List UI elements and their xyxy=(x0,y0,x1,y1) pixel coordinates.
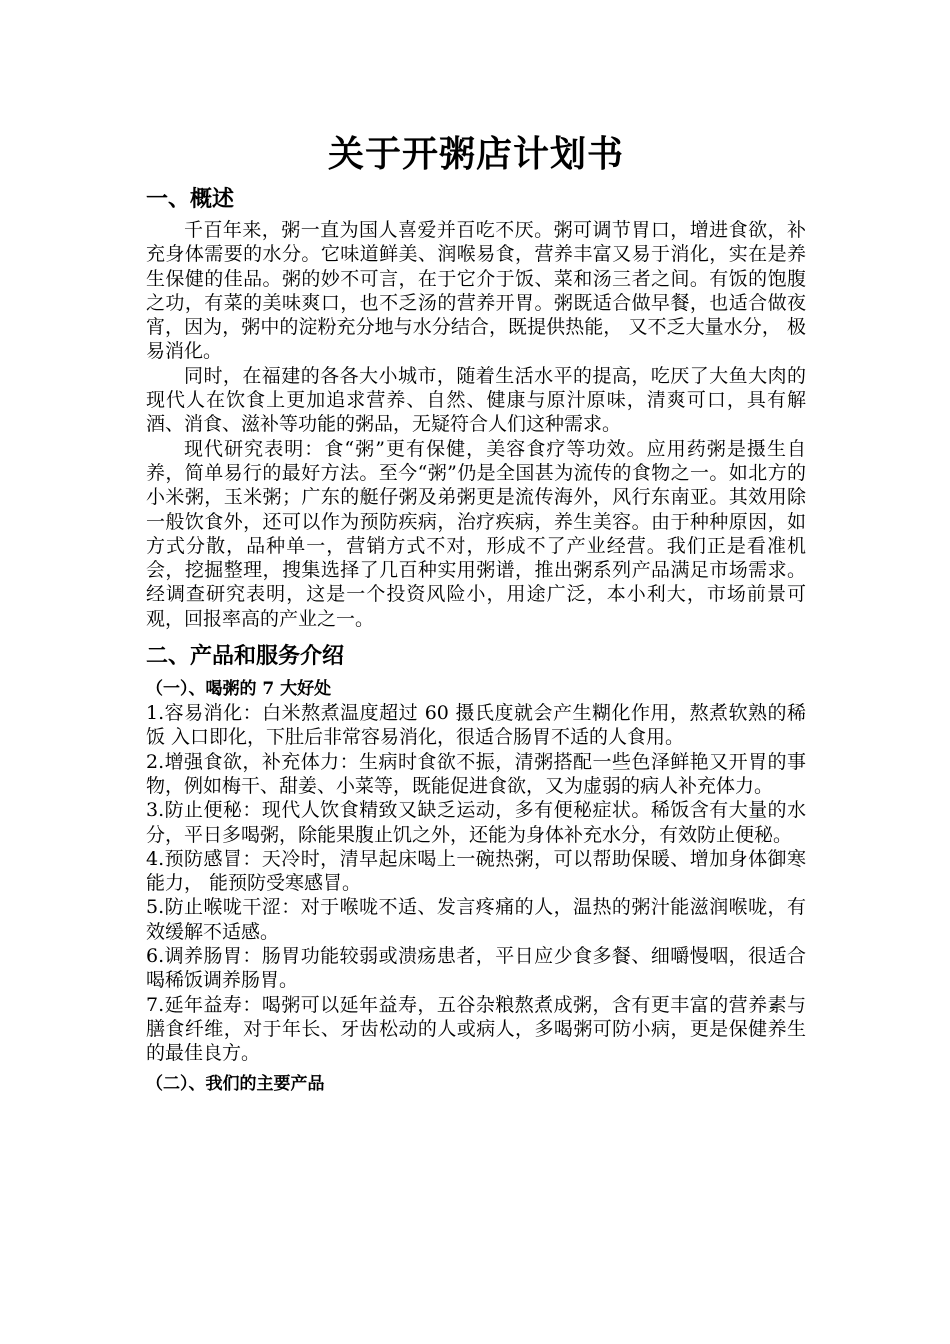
overview-paragraph-2: 同时，在福建的各各大小城市，随着生活水平的提高，吃厌了大鱼大肉的现代人在饮食上更加追求营养、自然、健康与原汁原味，清爽可口，具有解酒、消食、滋补等功能的粥品，无疑符合人们这种需求。 xyxy=(146,364,806,436)
section-heading-products: 二、产品和服务介绍 xyxy=(146,643,345,670)
benefit-item-1: 1.容易消化：白米熬煮温度超过 60 摄氏度就会产生糊化作用，熬煮软熟的稀饭 入口即化，下肚后非常容易消化，很适合肠胃不适的人食用。 xyxy=(146,702,806,749)
benefit-item-4: 4.预防感冒：天冷时，清早起床喝上一碗热粥，可以帮助保暖、增加身体御寒能力， 能预防受寒感冒。 xyxy=(146,847,806,895)
benefit-item-3: 3.防止便秘：现代人饮食精致又缺乏运动，多有便秘症状。稀饭含有大量的水分，平日多喝粥，除能果腹止饥之外，还能为身体补充水分，有效防止便秘。 xyxy=(146,799,806,846)
section-heading-overview: 一、概述 xyxy=(146,186,235,212)
benefit-item-6: 6.调养肠胃：肠胃功能较弱或溃疡患者，平日应少食多餐、细嚼慢咽，很适合喝稀饭调养肠胃。 xyxy=(146,945,806,992)
benefit-item-2: 2.增强食欲，补充体力：生病时食欲不振，清粥搭配一些色泽鲜艳又开胃的事物，例如梅干、甜姜、小菜等，既能促进食欲，又为虚弱的病人补充体力。 xyxy=(146,750,806,797)
subsection-heading-benefits: （一）、喝粥的 7 大好处 xyxy=(146,679,332,700)
benefit-item-5: 5.防止喉咙干涩：对于喉咙不适、发言疼痛的人，温热的粥汁能滋润喉咙，有效缓解不适感。 xyxy=(146,896,806,943)
benefit-item-7: 7.延年益寿：喝粥可以延年益寿，五谷杂粮熬煮成粥，含有更丰富的营养素与膳食纤维，对于年长、牙齿松动的人或病人，多喝粥可防小病，更是保健养生的最佳良方。 xyxy=(146,993,806,1065)
document-title: 关于开粥店计划书 xyxy=(327,133,624,175)
subsection-heading-main-products: （二）、我们的主要产品 xyxy=(146,1073,325,1094)
overview-paragraph-3: 现代研究表明：食“粥”更有保健，美容食疗等功效。应用药粥是摄生自养，简单易行的最好方法。至今“粥”仍是全国甚为流传的食物之一。如北方的小米粥，玉米粥；广东的艇仔粥及弟粥更是流传海外，风行东南亚。其效用除一般饮食外，还可以作为预防疾病，治疗疾病，养生美容。由于种种原因，如方式分散，品种单一，营销方式不对，形成不了产业经营。我们正是看准机会，挖掘整理，搜集选择了几百种实用粥谱，推出粥系列产品满足市场需求。经调查研究表明，这是一个投资风险小，用途广泛，本小利大，市场前景可观，回报率高的产业之一。 xyxy=(146,437,806,630)
document-page xyxy=(146,118,806,1096)
overview-paragraph-1: 千百年来，粥一直为国人喜爱并百吃不厌。粥可调节胃口，增进食欲，补充身体需要的水分。它味道鲜美、润喉易食，营养丰富又易于消化，实在是养生保健的佳品。粥的妙不可言，在于它介于饭、菜和汤三者之间。有饭的饱腹之功，有菜的美味爽口，也不乏汤的营养开胃。粥既适合做早餐，也适合做夜宵，因为，粥中的淀粉充分地与水分结合，既提供热能， 又不乏大量水分， 极易消化。 xyxy=(146,219,806,363)
